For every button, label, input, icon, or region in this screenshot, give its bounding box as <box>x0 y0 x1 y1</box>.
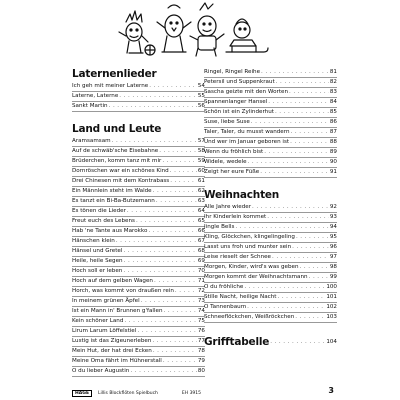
page-ref: 95 <box>329 234 337 240</box>
children-animals-illustration <box>112 0 272 62</box>
page-ref: 64 <box>197 208 205 214</box>
leader-dots <box>251 118 329 127</box>
leader-dots <box>123 267 197 276</box>
leader-dots <box>290 138 329 147</box>
song-title: Drei Chinesen mit dem Kontrabass <box>72 178 170 184</box>
toc-entry <box>204 78 337 88</box>
song-title: Hänschen klein <box>72 238 115 244</box>
song-title: Leise rieselt der Schnee <box>204 254 271 260</box>
page-ref: 97 <box>329 254 337 260</box>
song-title: O du lieber Augustin <box>72 368 130 374</box>
toc-entry <box>204 168 337 178</box>
catalog-number: EH 3915 <box>181 390 202 396</box>
section-heading: Land und Leute <box>72 123 162 135</box>
song-title: Stille Nacht, heilige Nacht <box>204 294 277 300</box>
page-ref: 74 <box>197 308 205 314</box>
page-ref: 54 <box>197 83 205 89</box>
leader-dots <box>275 108 329 117</box>
page-ref: 70 <box>197 268 205 274</box>
page-ref: 91 <box>329 169 337 175</box>
song-title: Jingle Bells <box>204 224 235 230</box>
toc-entry <box>72 297 205 307</box>
page-ref: 89 <box>329 149 337 155</box>
toc-entry <box>72 247 205 257</box>
toc-entry <box>72 207 205 217</box>
page-ref: 93 <box>329 214 337 220</box>
toc-entry <box>72 317 205 327</box>
page-ref: 85 <box>329 109 337 115</box>
toc-entry <box>72 287 205 297</box>
toc-entry <box>204 263 337 273</box>
toc-entry <box>204 233 337 243</box>
toc-entry <box>204 128 337 138</box>
leader-dots <box>296 233 329 242</box>
leader-dots <box>164 307 197 316</box>
page-ref: 76 <box>197 328 205 334</box>
song-title: Sascha geizte mit den Worten <box>204 89 289 95</box>
toc-entry <box>72 92 205 102</box>
leader-dots <box>116 237 197 246</box>
page-ref: 82 <box>329 79 337 85</box>
section-heading: Weihnachten <box>204 189 280 201</box>
song-title: Ringel, Ringel Reihe <box>204 69 261 75</box>
leader-dots <box>260 168 329 177</box>
leader-dots <box>248 158 329 167</box>
toc-entry <box>204 293 337 303</box>
toc-entry <box>204 108 337 118</box>
song-title: In meinem grünen Äpfel <box>72 298 140 304</box>
leader-dots <box>124 257 197 266</box>
toc-entry <box>72 277 205 287</box>
page-ref: 75 <box>197 318 205 324</box>
toc-entry <box>204 158 337 168</box>
song-title: Mein Hut, der hat drei Ecken <box>72 348 152 354</box>
song-title: Kling, Glöckchen, klingelingeling <box>204 234 295 240</box>
leader-dots <box>277 293 325 302</box>
song-title: Spannenlanger Hansel <box>204 99 268 105</box>
toc-right-column <box>204 68 337 351</box>
page-ref: 78 <box>197 348 205 354</box>
leader-dots <box>276 78 329 87</box>
toc-entry <box>72 82 205 92</box>
toc-entry <box>72 267 205 277</box>
page-ref: 98 <box>329 264 337 270</box>
leader-dots <box>141 297 197 306</box>
toc-entry <box>204 243 337 253</box>
toc-entry <box>72 147 205 157</box>
page-ref: 69 <box>197 258 205 264</box>
leader-dots <box>154 277 197 286</box>
page-footer <box>72 388 334 398</box>
leader-dots <box>170 167 197 176</box>
page-ref: 73 <box>197 298 205 304</box>
song-title: Freut euch des Lebens <box>72 218 135 224</box>
page-ref: 71 <box>197 278 205 284</box>
toc-entry <box>204 253 337 263</box>
page-ref: 56 <box>197 103 205 109</box>
song-title: Brüderchen, komm tanz mit mir <box>72 158 162 164</box>
toc-entry <box>72 337 205 347</box>
song-title: Es tanzt ein Bi-Ba-Butzemann <box>72 198 155 204</box>
leader-dots <box>159 147 197 156</box>
song-title: Lasst uns froh und munter sein <box>204 244 292 250</box>
page-ref: 100 <box>326 284 337 290</box>
page-ref: 61 <box>197 178 205 184</box>
leader-dots <box>130 367 197 376</box>
leader-dots <box>244 283 325 292</box>
book-title: Lillis Blockflöten Spielbuch <box>98 390 158 396</box>
song-title: Widele, wedele <box>204 159 247 165</box>
leader-dots <box>247 303 325 312</box>
leader-dots <box>295 313 325 322</box>
leader-dots <box>170 177 197 186</box>
song-title: Ich geh mit meiner Laterne <box>72 83 149 89</box>
leader-dots <box>152 337 196 346</box>
leader-dots <box>264 148 329 157</box>
song-title: Meine Oma fährt im Hühnerstall <box>72 358 162 364</box>
song-title: Und wer im Januar geboren ist <box>204 139 290 145</box>
section-heading: Laternenlieder <box>72 68 157 80</box>
page-ref: 94 <box>329 224 337 230</box>
leader-dots <box>175 287 197 296</box>
song-title: Hänsel und Gretel <box>72 248 123 254</box>
page-ref: 81 <box>329 69 337 75</box>
leader-dots <box>137 327 197 336</box>
page-ref: 103 <box>326 314 337 320</box>
page-ref: 87 <box>329 129 337 135</box>
song-title: O du fröhliche <box>204 284 244 290</box>
toc-entry <box>72 217 205 227</box>
page-ref: 104 <box>326 339 337 345</box>
toc-entry <box>204 303 337 313</box>
page-ref: 55 <box>197 93 205 99</box>
toc-entry <box>72 347 205 357</box>
page-ref: 58 <box>197 148 205 154</box>
page-ref: 67 <box>197 238 205 244</box>
page-ref: 57 <box>197 138 205 144</box>
leader-dots <box>268 98 329 107</box>
song-title: O Tannenbaum <box>204 304 247 310</box>
song-title: Kein schöner Land <box>72 318 124 324</box>
page-ref: 102 <box>326 304 337 310</box>
song-title: Lirum Larum Löffelstiel <box>72 328 137 334</box>
section-heading-with-page <box>204 333 337 351</box>
leader-dots <box>267 213 329 222</box>
leader-dots <box>235 223 328 232</box>
song-title: Heile, heile Segen <box>72 258 123 264</box>
page-ref: 65 <box>197 218 205 224</box>
leader-dots <box>123 247 196 256</box>
song-title: Ein Männlein steht im Walde <box>72 188 152 194</box>
leader-dots <box>153 347 197 356</box>
toc-entry <box>72 227 205 237</box>
toc-entry <box>204 273 337 283</box>
toc-entry <box>72 187 205 197</box>
toc-entry <box>72 257 205 267</box>
toc-entry <box>204 98 337 108</box>
song-title: Laterne, Laterne <box>72 93 119 99</box>
page-ref: 92 <box>329 204 337 210</box>
song-title: Zeigt her eure Füße <box>204 169 260 175</box>
song-title: Taler, Taler, du musst wandern <box>204 129 290 135</box>
song-title: Auf de schwäb'sche Eisebahne <box>72 148 159 154</box>
song-title: Suse, liebe Suse <box>204 119 250 125</box>
page-ref: 72 <box>197 288 205 294</box>
song-title: Aramsamsam <box>72 138 111 144</box>
toc-entry <box>204 313 337 323</box>
song-title: Alle Jahre wieder <box>204 204 252 210</box>
leader-dots <box>127 207 197 216</box>
page-ref: 96 <box>329 244 337 250</box>
page-ref: 88 <box>329 139 337 145</box>
leader-dots <box>149 82 197 91</box>
leader-dots <box>291 128 329 137</box>
song-title: Sankt Martin <box>72 103 108 109</box>
leader-dots <box>119 92 197 101</box>
page-ref: 101 <box>326 294 337 300</box>
leader-dots <box>292 243 329 252</box>
toc-entry <box>72 137 205 147</box>
song-title: Morgen, Kinder, wird's was geben <box>204 264 299 270</box>
toc-entry <box>72 157 205 167</box>
page-ref: 79 <box>197 358 205 364</box>
toc-entry <box>204 68 337 78</box>
toc-entry <box>72 197 205 207</box>
song-title: Horch, was kommt von draußen rein <box>72 288 174 294</box>
song-title: Morgen kommt der Weihnachtsmann <box>204 274 308 280</box>
page-ref: 84 <box>329 99 337 105</box>
toc-entry <box>204 88 337 98</box>
toc-entry <box>204 203 337 213</box>
page-ref: 99 <box>329 274 337 280</box>
page-ref: 59 <box>197 158 205 164</box>
song-title: Hoch auf dem gelben Wagen <box>72 278 153 284</box>
page-ref: 83 <box>329 89 337 95</box>
section-heading: Grifftabelle <box>204 336 270 348</box>
toc-entry <box>72 307 205 317</box>
song-title: Dornröschen war ein schönes Kind <box>72 168 169 174</box>
page-ref: 80 <box>197 368 205 374</box>
toc-entry <box>204 213 337 223</box>
leader-dots <box>272 253 329 262</box>
song-title: Hoch soll er leben <box>72 268 123 274</box>
leader-dots <box>124 317 197 326</box>
page-ref: 86 <box>329 119 337 125</box>
leader-dots <box>261 68 329 77</box>
leader-dots <box>153 187 197 196</box>
page-ref: 60 <box>197 168 205 174</box>
page-number: 3 <box>328 386 334 395</box>
page-ref: 77 <box>197 338 205 344</box>
toc-entry <box>72 357 205 367</box>
toc-left-column <box>72 68 205 377</box>
song-title: Petersil und Suppenkraut <box>204 79 275 85</box>
song-title: Es tönen die Lieder <box>72 208 126 214</box>
song-title: Ihr Kinderlein kommet <box>204 214 267 220</box>
leader-dots <box>309 273 329 282</box>
leader-dots <box>148 227 197 236</box>
page-ref: 62 <box>197 188 205 194</box>
leader-dots <box>300 263 329 272</box>
song-title: Schneeflöckchen, Weißröckchen <box>204 314 295 320</box>
toc-entry <box>72 177 205 187</box>
leader-dots <box>156 197 197 206</box>
toc-entry <box>72 327 205 337</box>
song-title: Ist ein Mann in' Brunnen g'fallen <box>72 308 163 314</box>
toc-entry <box>204 138 337 148</box>
toc-entry <box>72 167 205 177</box>
leader-dots <box>289 88 329 97</box>
toc-entry <box>72 237 205 247</box>
leader-dots <box>112 137 197 146</box>
page-ref: 63 <box>197 198 205 204</box>
toc-entry <box>204 223 337 233</box>
page-ref: 68 <box>197 248 205 254</box>
leader-dots <box>162 157 197 166</box>
page-ref: 66 <box>197 228 205 234</box>
song-title: Schön ist ein Zylinderhut <box>204 109 274 115</box>
publisher-logo: HAGE <box>72 390 92 397</box>
song-title: Lustig ist das Zigeunerleben <box>72 338 152 344</box>
leader-dots <box>163 357 197 366</box>
toc-entry <box>72 102 205 112</box>
leader-dots <box>252 203 329 212</box>
toc-entry <box>204 283 337 293</box>
leader-dots <box>270 333 325 351</box>
toc-entry <box>204 148 337 158</box>
leader-dots <box>109 102 197 111</box>
toc-entry <box>72 367 205 377</box>
page-ref: 90 <box>329 159 337 165</box>
song-title: Wenn du fröhlich bist <box>204 149 264 155</box>
leader-dots <box>136 217 197 226</box>
toc-entry <box>204 118 337 128</box>
song-title: Hab 'ne Tante aus Marokko <box>72 228 148 234</box>
